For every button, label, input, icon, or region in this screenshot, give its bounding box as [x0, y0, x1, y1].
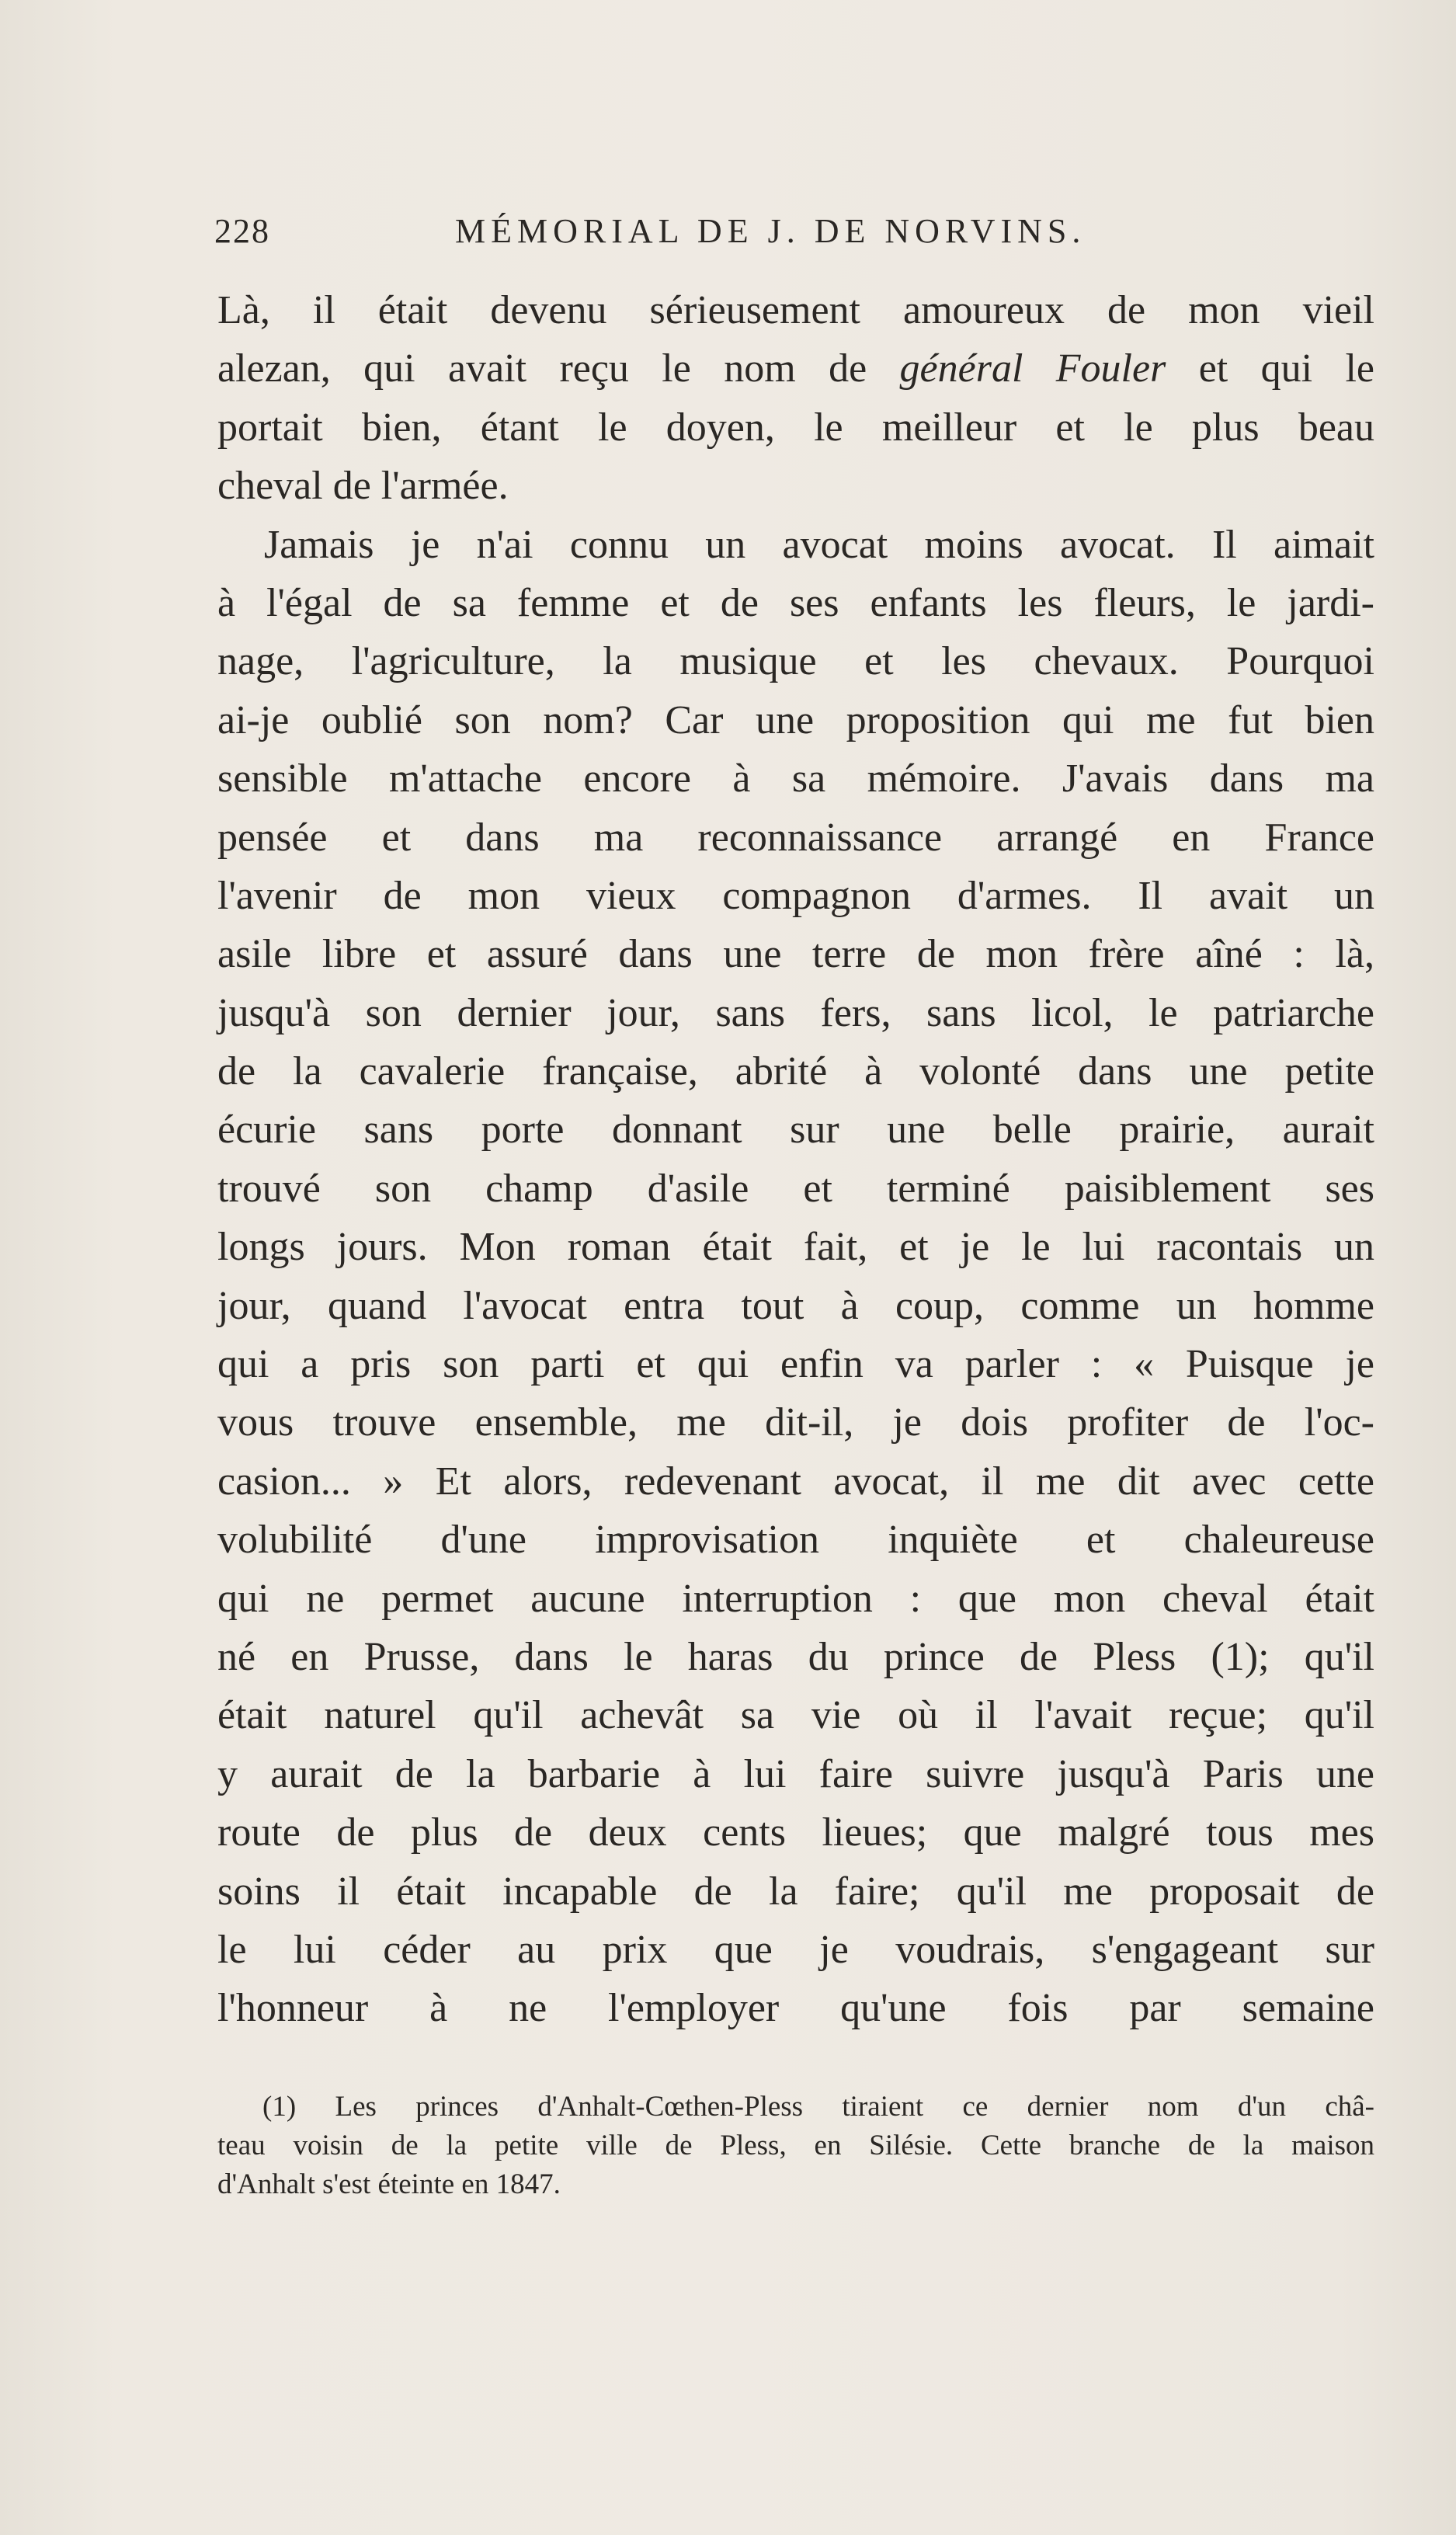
text-line: l'honneur à ne l'employer qu'une fois par semaine — [217, 1986, 1374, 2031]
text-line: vous trouve ensemble, me dit-il, je dois profiter de l'oc- — [217, 1400, 1374, 1445]
text-line: à l'égal de sa femme et de ses enfants les fleurs, le jardi- — [217, 580, 1374, 625]
page-number: 228 — [214, 212, 270, 250]
text-line: nage, l'agriculture, la musique et les chevaux. Pourquoi — [217, 639, 1374, 684]
text-line: jusqu'à son dernier jour, sans fers, sans licol, le patriarche — [217, 990, 1374, 1035]
running-title: MÉMORIAL DE J. DE NORVINS. — [455, 212, 1086, 250]
footnote-line: teau voisin de la petite ville de Pless, en Silésie. Cette branche de la maison — [217, 2130, 1374, 2161]
text-line: alezan, qui avait reçu le nom de général Fouler et qui le — [217, 346, 1374, 391]
text-line: né en Prusse, dans le haras du prince de Pless (1); qu'il — [217, 1634, 1374, 1679]
text-line: casion... » Et alors, redevenant avocat, il me dit avec cette — [217, 1459, 1374, 1504]
body-text — [217, 281, 1374, 2038]
text-line: volubilité d'une improvisation inquiète et chaleureuse — [217, 1518, 1374, 1563]
text-line: Là, il était devenu sérieusement amoureux de mon vieil — [217, 288, 1374, 332]
text-line: soins il était incapable de la faire; qu'il me proposait de — [217, 1869, 1374, 1914]
text-line: cheval de l'armée. — [217, 464, 509, 509]
footnotes — [217, 2088, 1374, 2204]
text-line: était naturel qu'il achevât sa vie où il l'avait reçue; qu'il — [217, 1693, 1374, 1738]
text-line: qui ne permet aucune interruption : que mon cheval était — [217, 1576, 1374, 1621]
text-line: portait bien, étant le doyen, le meilleur et le plus beau — [217, 405, 1374, 450]
text-line: écurie sans porte donnant sur une belle prairie, aurait — [217, 1108, 1374, 1153]
text-line: longs jours. Mon roman était fait, et je le lui racontais un — [217, 1225, 1374, 1270]
page-header — [214, 211, 1376, 258]
text-line: asile libre et assuré dans une terre de mon frère aîné : là, — [217, 932, 1374, 977]
text-line: route de plus de deux cents lieues; que malgré tous mes — [217, 1810, 1374, 1855]
text-line: Jamais je n'ai connu un avocat moins avocat. Il aimait — [264, 522, 1374, 567]
text-line: y aurait de la barbarie à lui faire suivre jusqu'à Paris une — [217, 1751, 1374, 1796]
text-line: jour, quand l'avocat entra tout à coup, comme un homme — [217, 1283, 1374, 1328]
text-line: sensible m'attache encore à sa mémoire. J'avais dans ma — [217, 756, 1374, 802]
text-line: de la cavalerie française, abrité à volonté dans une petite — [217, 1049, 1374, 1094]
text-line: trouvé son champ d'asile et terminé paisiblement ses — [217, 1166, 1374, 1211]
text-line: l'avenir de mon vieux compagnon d'armes. Il avait un — [217, 873, 1374, 918]
italic-name: général Fouler — [899, 346, 1166, 391]
text-line: pensée et dans ma reconnaissance arrangé en France — [217, 815, 1374, 860]
text-line: ai-je oublié son nom? Car une proposition qui me fut bien — [217, 697, 1374, 742]
text-line: qui a pris son parti et qui enfin va parler : « Puisque je — [217, 1342, 1374, 1387]
text-line: le lui céder au prix que je voudrais, s'engageant sur — [217, 1927, 1374, 1972]
footnote-line: (1) Les princes d'Anhalt-Cœthen-Pless tiraient ce dernier nom d'un châ- — [262, 2091, 1374, 2123]
footnote-line: d'Anhalt s'est éteinte en 1847. — [217, 2168, 561, 2200]
